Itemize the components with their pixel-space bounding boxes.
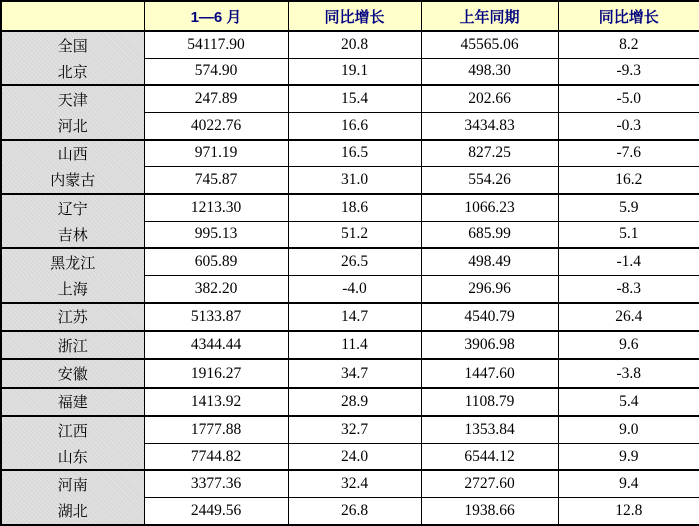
value-cell: 20.8 bbox=[288, 31, 421, 58]
value-cell: 2727.60 bbox=[421, 470, 558, 497]
table-row bbox=[1, 275, 699, 302]
table-row bbox=[1, 388, 699, 416]
region-cell: 内蒙古 bbox=[1, 167, 144, 194]
value-cell: 1938.66 bbox=[421, 498, 558, 525]
region-cell: 河北 bbox=[1, 112, 144, 139]
value-cell: 3377.36 bbox=[144, 470, 288, 497]
table-row bbox=[1, 221, 699, 248]
value-cell: 9.0 bbox=[558, 416, 699, 443]
value-cell: -0.3 bbox=[558, 112, 699, 139]
value-cell: 19.1 bbox=[288, 58, 421, 85]
value-cell: 3906.98 bbox=[421, 331, 558, 359]
value-cell: 6544.12 bbox=[421, 443, 558, 470]
value-cell: 498.49 bbox=[421, 248, 558, 275]
value-cell: 32.4 bbox=[288, 470, 421, 497]
table-row bbox=[1, 443, 699, 470]
value-cell: 1916.27 bbox=[144, 359, 288, 387]
value-cell: 554.26 bbox=[421, 167, 558, 194]
value-cell: -1.4 bbox=[558, 248, 699, 275]
value-cell: 605.89 bbox=[144, 248, 288, 275]
header-prev-period: 上年同期 bbox=[421, 1, 558, 31]
value-cell: 4344.44 bbox=[144, 331, 288, 359]
value-cell: 16.5 bbox=[288, 140, 421, 167]
region-cell: 河南 bbox=[1, 470, 144, 497]
value-cell: 5.1 bbox=[558, 221, 699, 248]
region-cell: 全国 bbox=[1, 31, 144, 58]
table-row bbox=[1, 303, 699, 331]
table-row bbox=[1, 194, 699, 221]
value-cell: 2449.56 bbox=[144, 498, 288, 525]
value-cell: 31.0 bbox=[288, 167, 421, 194]
value-cell: 32.7 bbox=[288, 416, 421, 443]
value-cell: 54117.90 bbox=[144, 31, 288, 58]
table-row bbox=[1, 470, 699, 497]
value-cell: 9.4 bbox=[558, 470, 699, 497]
region-cell: 天津 bbox=[1, 85, 144, 112]
region-cell: 上海 bbox=[1, 275, 144, 302]
value-cell: 247.89 bbox=[144, 85, 288, 112]
table-row bbox=[1, 58, 699, 85]
table-header bbox=[1, 1, 699, 31]
header-prev-yoy-growth: 同比增长 bbox=[558, 1, 699, 31]
value-cell: 685.99 bbox=[421, 221, 558, 248]
region-cell: 安徽 bbox=[1, 359, 144, 387]
value-cell: 1213.30 bbox=[144, 194, 288, 221]
value-cell: -5.0 bbox=[558, 85, 699, 112]
value-cell: 296.96 bbox=[421, 275, 558, 302]
value-cell: 16.2 bbox=[558, 167, 699, 194]
value-cell: 18.6 bbox=[288, 194, 421, 221]
value-cell: -8.3 bbox=[558, 275, 699, 302]
value-cell: 9.9 bbox=[558, 443, 699, 470]
table-row bbox=[1, 85, 699, 112]
value-cell: 971.19 bbox=[144, 140, 288, 167]
region-cell: 吉林 bbox=[1, 221, 144, 248]
value-cell: 1413.92 bbox=[144, 388, 288, 416]
value-cell: 12.8 bbox=[558, 498, 699, 525]
value-cell: 7744.82 bbox=[144, 443, 288, 470]
value-cell: 34.7 bbox=[288, 359, 421, 387]
value-cell: 4022.76 bbox=[144, 112, 288, 139]
value-cell: 827.25 bbox=[421, 140, 558, 167]
value-cell: 26.4 bbox=[558, 303, 699, 331]
table-row bbox=[1, 167, 699, 194]
value-cell: 1777.88 bbox=[144, 416, 288, 443]
header-row bbox=[1, 1, 699, 31]
region-cell: 山东 bbox=[1, 443, 144, 470]
header-yoy-growth: 同比增长 bbox=[288, 1, 421, 31]
value-cell: 9.6 bbox=[558, 331, 699, 359]
region-cell: 江西 bbox=[1, 416, 144, 443]
value-cell: 3434.83 bbox=[421, 112, 558, 139]
value-cell: 4540.79 bbox=[421, 303, 558, 331]
value-cell: 26.5 bbox=[288, 248, 421, 275]
region-cell: 福建 bbox=[1, 388, 144, 416]
value-cell: 24.0 bbox=[288, 443, 421, 470]
value-cell: 5133.87 bbox=[144, 303, 288, 331]
region-cell: 江苏 bbox=[1, 303, 144, 331]
value-cell: 28.9 bbox=[288, 388, 421, 416]
region-cell: 北京 bbox=[1, 58, 144, 85]
value-cell: -4.0 bbox=[288, 275, 421, 302]
value-cell: 1108.79 bbox=[421, 388, 558, 416]
table-row bbox=[1, 140, 699, 167]
table-row bbox=[1, 331, 699, 359]
value-cell: -9.3 bbox=[558, 58, 699, 85]
value-cell: 51.2 bbox=[288, 221, 421, 248]
value-cell: 745.87 bbox=[144, 167, 288, 194]
value-cell: 14.7 bbox=[288, 303, 421, 331]
table-row bbox=[1, 248, 699, 275]
value-cell: 498.30 bbox=[421, 58, 558, 85]
region-cell: 湖北 bbox=[1, 498, 144, 525]
value-cell: 45565.06 bbox=[421, 31, 558, 58]
region-cell: 浙江 bbox=[1, 331, 144, 359]
table-row bbox=[1, 359, 699, 387]
header-current-period: 1—6 月 bbox=[144, 1, 288, 31]
table-row bbox=[1, 498, 699, 525]
value-cell: -7.6 bbox=[558, 140, 699, 167]
value-cell: 202.66 bbox=[421, 85, 558, 112]
value-cell: 574.90 bbox=[144, 58, 288, 85]
table-row bbox=[1, 112, 699, 139]
value-cell: 382.20 bbox=[144, 275, 288, 302]
value-cell: 5.4 bbox=[558, 388, 699, 416]
table-body bbox=[1, 31, 699, 525]
value-cell: 26.8 bbox=[288, 498, 421, 525]
value-cell: 8.2 bbox=[558, 31, 699, 58]
value-cell: -3.8 bbox=[558, 359, 699, 387]
region-cell: 黑龙江 bbox=[1, 248, 144, 275]
value-cell: 5.9 bbox=[558, 194, 699, 221]
value-cell: 15.4 bbox=[288, 85, 421, 112]
table-row bbox=[1, 31, 699, 58]
value-cell: 1066.23 bbox=[421, 194, 558, 221]
header-region-blank bbox=[1, 1, 144, 31]
value-cell: 16.6 bbox=[288, 112, 421, 139]
value-cell: 1447.60 bbox=[421, 359, 558, 387]
table-row bbox=[1, 416, 699, 443]
value-cell: 1353.84 bbox=[421, 416, 558, 443]
region-cell: 辽宁 bbox=[1, 194, 144, 221]
region-cell: 山西 bbox=[1, 140, 144, 167]
value-cell: 11.4 bbox=[288, 331, 421, 359]
value-cell: 995.13 bbox=[144, 221, 288, 248]
